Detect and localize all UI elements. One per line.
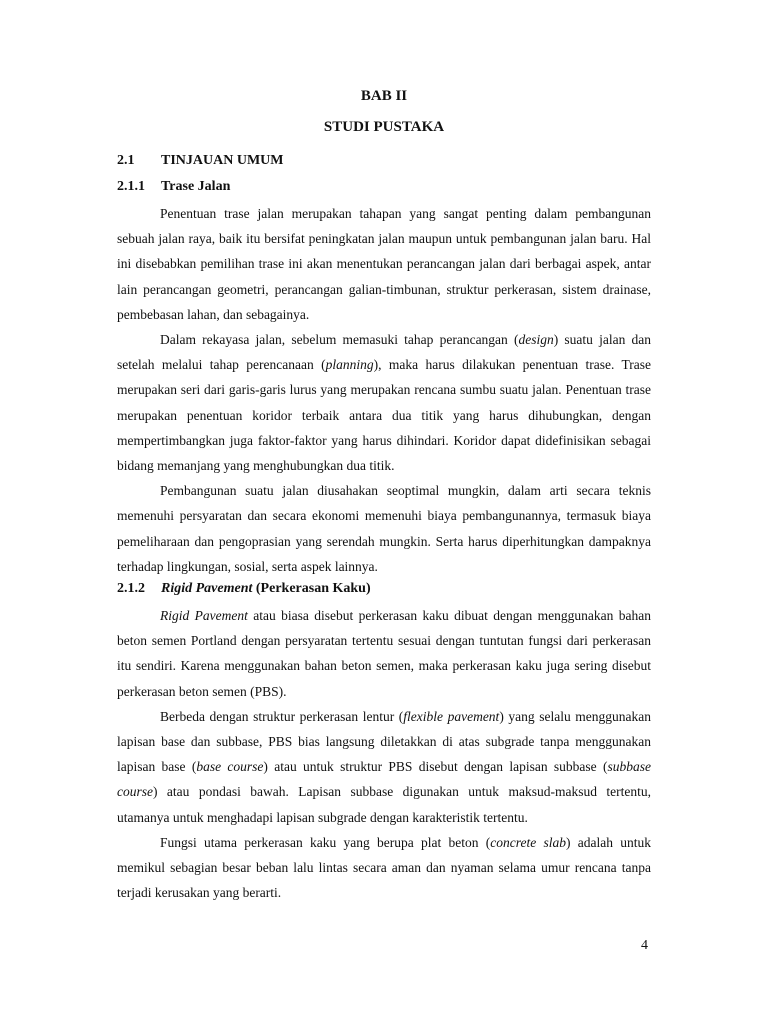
- section-title-italic: Rigid Pavement: [161, 581, 253, 596]
- italic-term: planning: [325, 357, 374, 373]
- section-2-1-2-body: [117, 603, 651, 905]
- section-number: 2.1.2: [117, 581, 145, 596]
- paragraph-3: Pembangunan suatu jalan diusahakan seoptimal mungkin, dalam arti secara teknis memenuhi persyaratan dan secara ekonomi memenuhi biaya pembangunannya, termasuk biaya pemeliharaan dan pengoprasian yang serendah mungkin. Serta harus diperhitungkan dampaknya terhadap lingkungan, sosial, serta aspek lainnya.: [117, 483, 651, 574]
- section-2-1-2-heading: [117, 581, 371, 597]
- italic-term: subbase course: [117, 759, 651, 800]
- section-title-rest: (Perkerasan Kaku): [252, 581, 371, 596]
- italic-term: design: [518, 332, 554, 348]
- section-number: 2.1: [117, 153, 135, 168]
- paragraph-2: Dalam rekayasa jalan, sebelum memasuki tahap perancangan (design) suatu jalan dan setelah melalui tahap perencanaan (planning), maka harus dilakukan penentuan trase. Trase merupakan seri dari garis-garis lurus yang merupakan rencana sumbu suatu jalan. Penentuan trase merupakan penentuan koridor terbaik antara dua titik yang harus dihubungkan, dengan mempertimbangkan juga faktor-faktor yang harus dihindari. Koridor dapat didefinisikan sebagai bidang memanjang yang menghubungkan dua titik.: [117, 332, 651, 474]
- paragraph-4: Rigid Pavement atau biasa disebut perkerasan kaku dibuat dengan menggunakan bahan beton semen Portland dengan persyaratan tertentu sesuai dengan tuntutan fungsi dari perkerasan itu sendiri. Karena menggunakan bahan beton semen, maka perkerasan kaku juga sering disebut perkerasan beton semen (PBS).: [117, 608, 651, 699]
- chapter-number: BAB II: [360, 88, 408, 104]
- paragraph-1: Penentuan trase jalan merupakan tahapan yang sangat penting dalam pembangunan sebuah jalan raya, baik itu bersifat peningkatan jalan maupun untuk pembangunan jalan baru. Hal ini disebabkan pemilihan trase ini akan menentukan perancangan jalan dari berbagai aspek, antar lain perancangan geometri, perancangan galian-timbunan, struktur perkerasan, sistem drainase, pembebasan lahan, dan sebagainya.: [117, 206, 651, 322]
- section-title: Trase Jalan: [161, 179, 231, 194]
- section-number: 2.1.1: [117, 179, 145, 194]
- italic-term: Rigid Pavement: [160, 608, 248, 623]
- section-2-1-1-body: [117, 201, 651, 579]
- paragraph-5: Berbeda dengan struktur perkerasan lentur (flexible pavement) yang selalu menggunakan lapisan base dan subbase, PBS bias langsung diletakkan di atas subgrade tanpa menggunakan lapisan base (base course) atau untuk struktur PBS disebut dengan lapisan subbase (subbase course) atau pondasi bawah. Lapisan subbase digunakan untuk maksud-maksud tertentu, utamanya untuk menghadapi lapisan subgrade dengan karakteristik tertentu.: [117, 708, 651, 825]
- section-2-1-heading: [117, 153, 284, 169]
- italic-term: concrete slab: [490, 834, 566, 850]
- section-2-1-1-heading: [117, 179, 230, 195]
- chapter-title: STUDI PUSTAKA: [323, 119, 445, 135]
- italic-term: flexible pavement: [403, 708, 500, 724]
- section-title: TINJAUAN UMUM: [161, 153, 284, 168]
- paragraph-6: Fungsi utama perkerasan kaku yang berupa plat beton (concrete slab) adalah untuk memikul sebagian besar beban lalu lintas secara aman dan nyaman selama umur rencana tanpa terjadi kerusakan yang berarti.: [117, 834, 651, 901]
- italic-term: base course: [196, 759, 264, 775]
- page-number: 4: [641, 938, 648, 953]
